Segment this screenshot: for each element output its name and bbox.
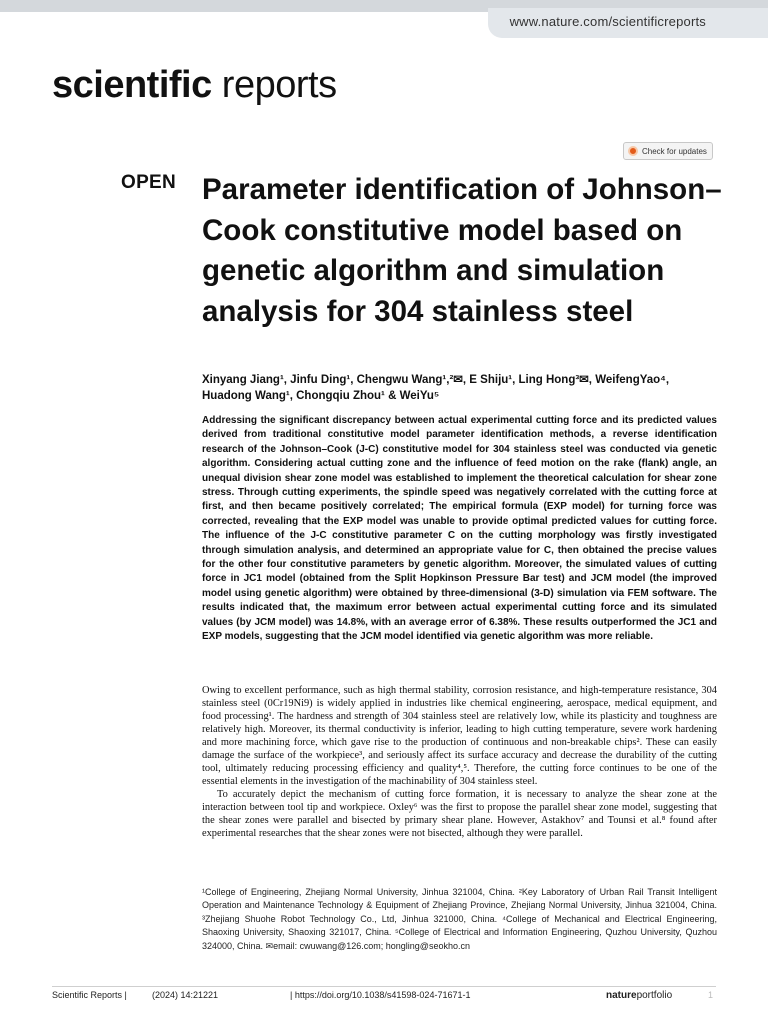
abstract: Addressing the significant discrepancy between actual experimental cutting force and its predicted values derived from traditional constitutive model parameter identification methods, a reverse identification research of the Johnson–Cook (J-C) constitutive model for 304 stainless steel was conducted via genetic algorithm. Considering actual cutting zone and the influence of feed motion on the rake (flank) angle, an unequal division shear zone model was established to implement the theoretical calculation for shear zone stress. Through cutting experiments, the spindle speed was negatively correlated with the cutting force at first, and then became positively correlated; The empirical formula (EXP model) for turning force was corrected, revealing that the EXP model was unable to provide optimal predicted values for cutting force. The influence of the J-C constitutive parameter C on the cutting morphology was firstly investigated through simulation analysis, and determined an appropriate value for C, then obtained the precise values for the other four constitutive parameters by genetic algorithm. Moreover, the simulated values of cutting force in JC1 model (obtained from the Split Hopkinson Pressure Bar test) and JCM model (the improved model using genetic algorithm) were obtained by three-dimensional (3-D) simulation via FEM software. The results indicated that, the maximum error between actual experimental cutting force and its simulated values (by JCM model) was 14.8%, with an average error of 6.38%. These results outperformed the JC1 and EXP models, suggesting that the JCM model identified via genetic algorithm was more reliable. — [202, 415, 717, 643]
check-for-updates-label: Check for updates — [642, 146, 707, 156]
page-footer — [52, 990, 716, 1004]
journal-url[interactable]: www.nature.com/scientificreports — [509, 14, 706, 29]
article-title: Parameter identification of Johnson–Cook constitutive model based on genetic algorithm and simulation analysis for 304 stainless steel — [202, 173, 722, 328]
publisher-logo — [606, 990, 672, 1001]
footer-divider — [52, 986, 716, 987]
author-list: Xinyang Jiang¹, Jinfu Ding¹, Chengwu Wang¹,²✉, E Shiju¹, Ling Hong³✉, WeifengYao⁴, Huadong Wang¹, Chongqiu Zhou¹ & WeiYu⁵ — [202, 374, 670, 402]
open-access-label: OPEN — [121, 172, 177, 193]
check-for-updates-button[interactable] — [623, 142, 713, 160]
footer-journal: Scientific Reports | — [52, 990, 127, 1000]
article-body — [202, 684, 717, 840]
logo-light: reports — [221, 64, 337, 106]
affiliations: ¹College of Engineering, Zhejiang Normal University, Jinhua 321004, China. ²Key Laboratory of Urban Rail Transit Intelligent Operation and Maintenance Technology & Equipment of Zhejiang Province, Zhejiang Normal University, Jinhua 321004, China. ³Zhejiang Shuohe Robot Technology Co., Ltd, Jinhua 321000, China. ⁴College of Mechanical and Electrical Engineering, Shaoxing University, Shaoxing 321017, China. ⁵College of Electrical and Information Engineering, Quzhou University, Quzhou 324000, China. ✉email: cwuwang@126.com; hongling@seokho.cn — [202, 887, 717, 951]
body-paragraph-1: Owing to excellent performance, such as high thermal stability, corrosion resistance, and high-temperature resistance, 304 stainless steel (0Cr19Ni9) is widely applied in industries like chemical engineering, aerospace, medical equipment, and food processing¹. The hardness and strength of 304 stainless steel are relatively low, while its plasticity and toughness are relatively high. Moreover, its thermal conductivity is inferior, leading to high cutting temperature, severe work hardening and more machining force, which gave rise to the production of continuous and non-breakable chips². These can easily damage the surface of the workpiece³, and seriously affect its surface accuracy and decrease the durability of the cutting tool, ultimately reducing processing efficiency and quality⁴,⁵. Therefore, the cutting force continues to be one of the essential elements in the investigation of the machinability of 304 stainless steel. — [202, 685, 717, 787]
page-number: 1 — [708, 990, 714, 1000]
footer-year-volume: (2024) 14:21221 — [152, 990, 219, 1000]
footer-doi-link[interactable]: | https://doi.org/10.1038/s41598-024-71671-1 — [290, 990, 471, 1000]
publisher-bold: nature — [606, 990, 637, 1001]
body-paragraph-2: To accurately depict the mechanism of cutting force formation, it is necessary to analyze the shear zone at the interaction between tool tip and workpiece. Oxley⁶ was the first to propose the parallel shear zone model, suggesting that the shear zones were parallel and bisected by primary shear plane. However, Astakhov⁷ and Tounsi et al.⁸ found after experimental researches that the shear zones were not bisected, although they were parallel. — [202, 789, 717, 839]
logo-bold: scientific — [52, 64, 212, 106]
publisher-light: portfolio — [636, 990, 673, 1001]
crossmark-icon — [628, 146, 638, 156]
journal-logo — [52, 64, 337, 107]
top-bar — [0, 0, 768, 44]
